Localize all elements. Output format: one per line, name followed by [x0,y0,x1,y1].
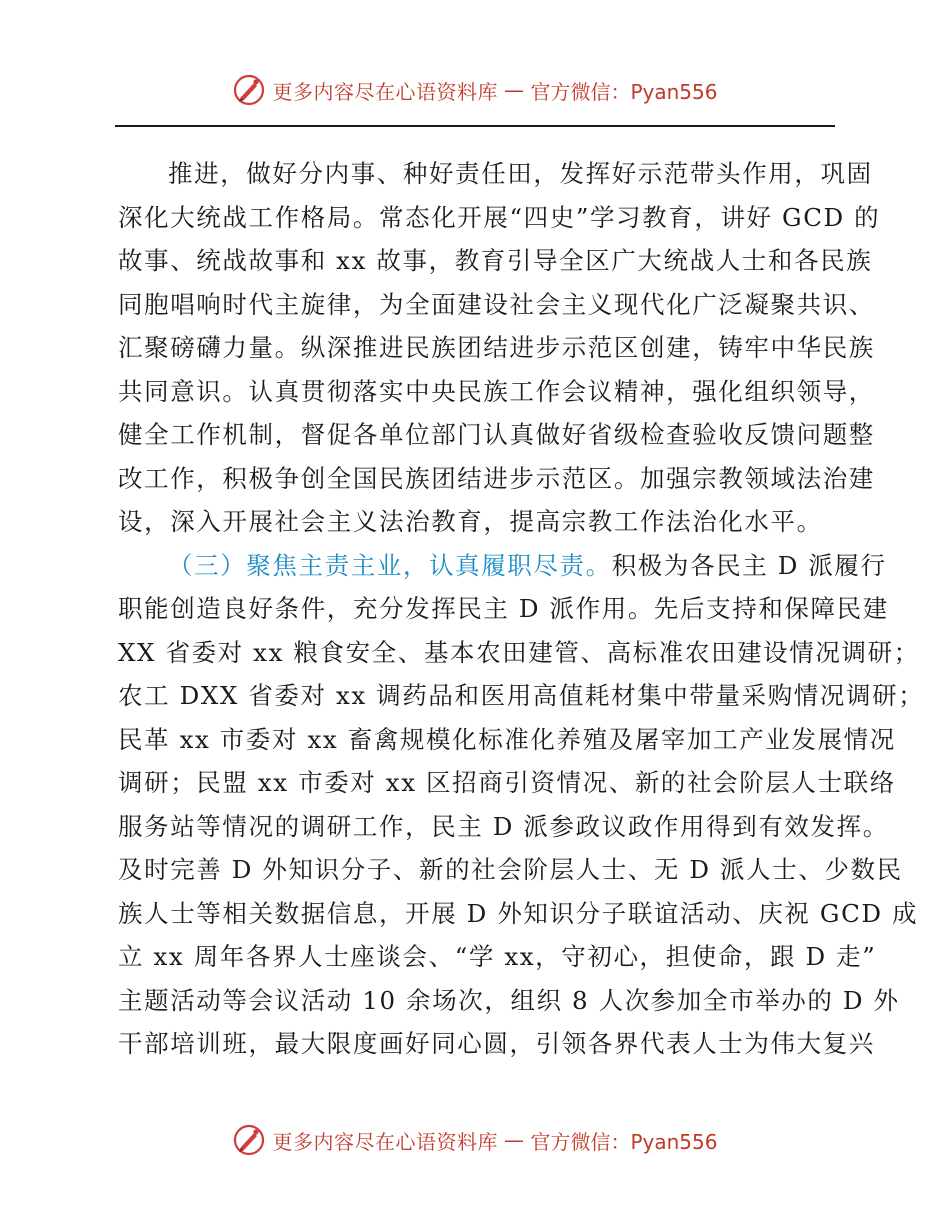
body-line: 改工作，积极争创全国民族团结进步示范区。加强宗教领域法治建 [118,463,875,493]
body-line: 共同意识。认真贯彻落实中央民族工作会议精神，强化组织领导， [118,376,875,406]
body-line: 立 xx 周年各界人士座谈会、“学 xx，守初心，担使命，跟 D 走” [118,942,877,971]
body-line: 干部培训班，最大限度画好同心圆，引领各界代表人士为伟大复兴 [118,1029,875,1058]
body-line: 职能创造良好条件，充分发挥民主 D 派作用。先后支持和保障民建 [118,594,889,623]
footer-banner [0,1120,950,1160]
body-line: 农工 DXX 省委对 xx 调药品和医用高值耗材集中带量采购情况调研； [118,681,925,710]
body-line: 同胞唱响时代主旋律，为全面建设社会主义现代化广泛凝聚共识、 [118,289,875,319]
banner-contact: 官方微信：Pyan556 [530,79,718,104]
document-body [118,152,925,1066]
body-line: XX 省委对 xx 粮食安全、基本农田建管、高标准农田建设情况调研； [118,637,920,667]
body-line: 推进，做好分内事、种好责任田，发挥好示范带头作用，巩固 [168,159,873,188]
header-banner [0,70,950,110]
body-line: 及时完善 D 外知识分子、新的社会阶层人士、无 D 派人士、少数民 [118,855,903,884]
body-line: 调研；民盟 xx 市委对 xx 区招商引资情况、新的社会阶层人士联络 [118,768,896,797]
footer-dash: — [503,1128,525,1152]
body-line: 设，深入开展社会主义法治教育，提高宗教工作法治化水平。 [118,507,823,536]
body-line: 主题活动等会议活动 10 余场次，组织 8 人次参加全市举办的 D 外 [118,985,900,1015]
body-line: 汇聚磅礴力量。纵深推进民族团结进步示范区创建，铸牢中华民族 [118,333,875,362]
banner-brand: 更多内容尽在心语资料库 [272,79,498,104]
section-3-first-line [118,544,887,588]
body-line: 深化大统战工作格局。常态化开展“四史”学习教育，讲好 GCD 的 [118,202,881,232]
body-line: 服务站等情况的调研工作，民主 D 派参政议政作用得到有效发挥。 [118,811,889,841]
pen-logo-icon [232,73,266,107]
pen-logo-icon [232,1123,266,1157]
header-divider [115,125,835,127]
section-3-first-line-tail: 积极为各民主 D 派履行 [611,550,887,580]
body-line: 故事、统战故事和 xx 故事，教育引导全区广大统战人士和各民族 [118,246,873,275]
body-line: 族人士等相关数据信息，开展 D 外知识分子联谊活动、庆祝 GCD 成 [118,898,919,928]
footer-brand: 更多内容尽在心语资料库 [272,1129,498,1154]
footer-contact: 官方微信：Pyan556 [530,1129,718,1154]
banner-dash: — [503,78,525,102]
body-line: 民革 xx 市委对 xx 畜禽规模化标准化养殖及屠宰加工产业发展情况 [118,724,896,754]
body-line: 健全工作机制，督促各单位部门认真做好省级检查验收反馈问题整 [118,420,875,449]
section-3-heading: （三）聚焦主责主业，认真履职尽责。 [168,550,612,580]
